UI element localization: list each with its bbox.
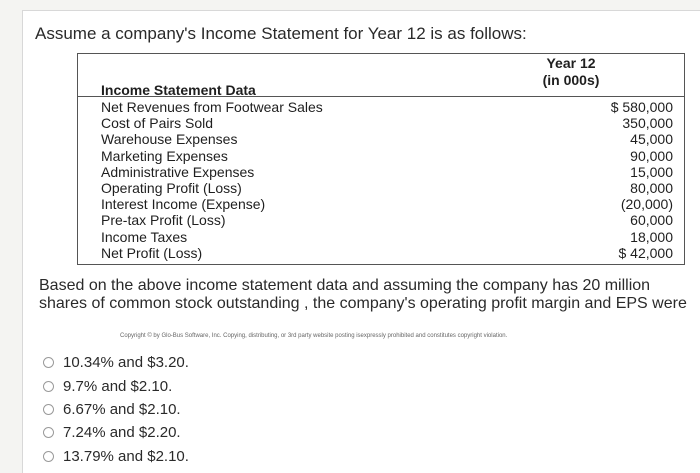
answer-option[interactable]	[43, 398, 189, 421]
row-value: 350,000	[622, 115, 673, 132]
income-statement-table	[77, 53, 685, 265]
row-label: Income Taxes	[101, 228, 188, 245]
table-row	[101, 131, 673, 147]
question-prompt: Based on the above income statement data and assuming the company has 20 million shares of common stock outstanding , the company's operating profit margin and EPS were	[39, 277, 687, 312]
question-card	[22, 10, 700, 473]
answer-option[interactable]	[43, 351, 189, 374]
radio-button[interactable]	[43, 381, 54, 392]
row-value: 80,000	[630, 179, 673, 196]
row-label: Interest Income (Expense)	[101, 196, 266, 213]
row-value: $ 580,000	[610, 99, 673, 115]
question-intro: Assume a company's Income Statement for Year 12 is as follows:	[35, 24, 527, 43]
row-label: Cost of Pairs Sold	[101, 115, 214, 132]
statement-rows	[101, 99, 673, 261]
row-value: 90,000	[630, 147, 673, 164]
table-row	[101, 180, 673, 196]
row-label: Net Revenues from Footwear Sales	[101, 99, 323, 115]
row-label: Operating Profit (Loss)	[101, 179, 242, 196]
row-label: Warehouse Expenses	[101, 131, 238, 148]
radio-button[interactable]	[43, 404, 54, 415]
answer-option[interactable]	[43, 445, 189, 468]
year-label: Year 12	[546, 55, 596, 71]
table-header-year	[540, 55, 602, 89]
table-row	[101, 229, 673, 245]
radio-button[interactable]	[43, 357, 54, 368]
option-label[interactable]: 13.79% and $2.10.	[63, 447, 189, 465]
table-row	[101, 212, 673, 228]
row-value: 15,000	[630, 163, 673, 180]
row-label: Net Profit (Loss)	[101, 244, 203, 261]
option-label[interactable]: 9.7% and $2.10.	[63, 377, 173, 395]
copyright-notice: Copyright © by Glo-Bus Software, Inc. Copying, distributing, or 3rd party website posting isexpressly prohibited and constitutes copyright violation.	[120, 333, 508, 339]
row-label: Administrative Expenses	[101, 163, 255, 180]
row-value: (20,000)	[620, 196, 673, 213]
table-row	[101, 115, 673, 131]
table-header-label: Income Statement Data	[101, 82, 256, 98]
row-value: 60,000	[630, 212, 673, 229]
row-value: 45,000	[630, 131, 673, 148]
table-row	[101, 148, 673, 164]
option-label[interactable]: 7.24% and $2.20.	[63, 424, 181, 442]
option-label[interactable]: 6.67% and $2.10.	[63, 400, 181, 418]
table-row	[101, 164, 673, 180]
row-label: Marketing Expenses	[101, 147, 228, 164]
answer-options	[43, 351, 189, 468]
answer-option[interactable]	[43, 421, 189, 444]
header-divider	[78, 96, 684, 97]
row-label: Pre-tax Profit (Loss)	[101, 212, 226, 229]
radio-button[interactable]	[43, 451, 54, 462]
units-label: (in 000s)	[542, 72, 600, 88]
table-row	[101, 245, 673, 261]
row-value: $ 42,000	[618, 244, 673, 261]
table-row	[101, 196, 673, 212]
answer-option[interactable]	[43, 374, 189, 397]
table-row	[101, 99, 673, 115]
option-label[interactable]: 10.34% and $3.20.	[63, 354, 189, 372]
radio-button[interactable]	[43, 427, 54, 438]
row-value: 18,000	[630, 228, 673, 245]
